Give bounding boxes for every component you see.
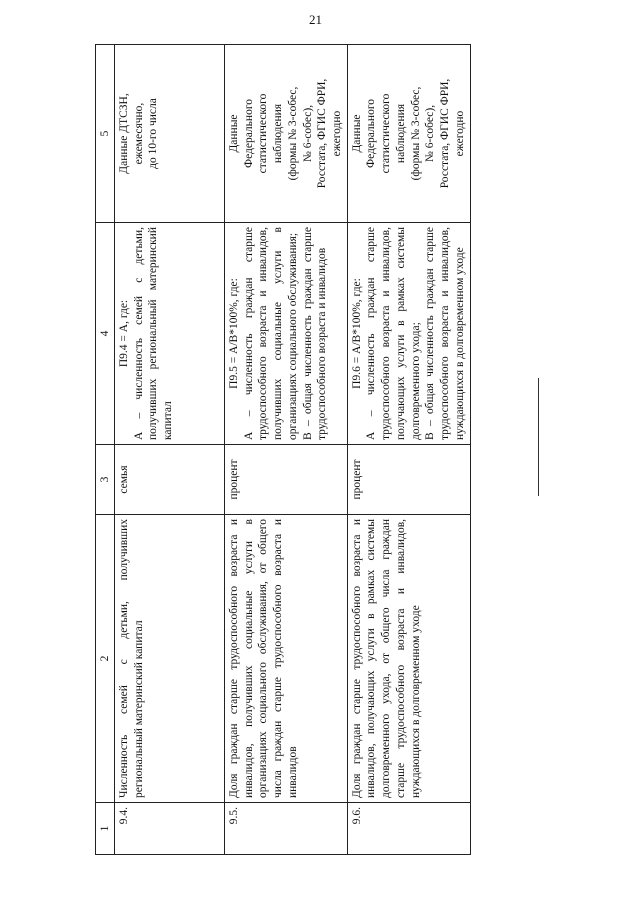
unit-of-measure: семья xyxy=(115,445,225,515)
header-col-3: 3 xyxy=(96,445,115,515)
indicator-name: Доля граждан старше трудоспособного возраста и инвалидов, получающих услуги в рамках системы долговременного ухода, от общего числа граждан старше трудоспособного возраста и инвалидов, нуждающихся в долговременном уходе xyxy=(347,515,470,803)
source-line: наблюдения xyxy=(272,103,285,164)
table-row xyxy=(115,45,225,855)
source-line: (формы № 3-собес, xyxy=(409,86,422,181)
source-line: ежемесячно, xyxy=(132,102,145,165)
data-source xyxy=(347,45,470,223)
formula: П9.5 = А/В*100%, где: xyxy=(228,278,240,389)
source-line: Федерального xyxy=(365,98,378,169)
header-col-5: 5 xyxy=(96,45,115,223)
source-line: ежегодно xyxy=(331,110,344,157)
margin-line xyxy=(538,378,539,496)
source-line: Данные xyxy=(228,114,240,153)
calculation-method xyxy=(115,223,225,445)
unit-of-measure: процент xyxy=(347,445,470,515)
source-line: Данные xyxy=(350,114,363,153)
calculation-method xyxy=(347,223,470,445)
row-number: 9.4. xyxy=(115,803,225,855)
source-line: Данные ДТСЗН, xyxy=(118,93,130,174)
data-source xyxy=(225,45,348,223)
indicator-table xyxy=(95,44,471,855)
source-line: № 6-собес), xyxy=(301,104,314,163)
rotated-table-container xyxy=(95,45,467,855)
header-col-1: 1 xyxy=(96,803,115,855)
table-header-row xyxy=(96,45,115,855)
page-number: 21 xyxy=(309,12,322,27)
definition-b: В – общая численность граждан старше трудоспособного возраста и инвалидов, нуждающихся в долговременном уходе xyxy=(424,227,466,440)
header-col-2: 2 xyxy=(96,515,115,803)
source-line: наблюдения xyxy=(394,103,407,164)
formula: П9.6 = А/В*100%, где: xyxy=(350,278,363,389)
formula: П9.4 = А, где: xyxy=(118,299,130,368)
indicator-name: Численность семей с детьми, получивших региональный материнский капитал xyxy=(115,515,225,803)
header-col-4: 4 xyxy=(96,223,115,445)
source-line: статистического xyxy=(257,93,270,174)
definition-a: А – численность граждан старше трудоспособного возраста и инвалидов, получивших социальные услуги в организациях социального обслуживания; xyxy=(242,227,299,440)
source-line: ежегодно xyxy=(453,110,466,157)
source-line: (формы № 3-собес, xyxy=(286,86,299,181)
row-number: 9.6. xyxy=(347,803,470,855)
row-number: 9.5. xyxy=(225,803,348,855)
source-line: статистического xyxy=(380,93,393,174)
indicator-name: Доля граждан старше трудоспособного возраста и инвалидов, получивших социальные услуги в организациях социального обслуживания, от общего числа граждан старше трудоспособного возраста и инвалидов xyxy=(225,515,348,803)
source-line: до 10-го числа xyxy=(147,98,160,169)
source-line: Росстата, ФГИС ФРИ, xyxy=(316,78,329,189)
definition-b: В – общая численность граждан старше трудоспособного возраста и инвалидов xyxy=(301,227,329,440)
definition-a: А – численность граждан старше трудоспособного возраста и инвалидов, получающих услуги в рамках системы долговременного ухода; xyxy=(365,227,422,440)
table-row xyxy=(347,45,470,855)
source-line: Росстата, ФГИС ФРИ, xyxy=(439,78,452,189)
unit-of-measure: процент xyxy=(225,445,348,515)
calculation-method xyxy=(225,223,348,445)
source-line: № 6-собес), xyxy=(424,104,437,163)
table-row xyxy=(225,45,348,855)
data-source xyxy=(115,45,225,223)
definition-a: А – численность семей с детьми, получивших региональный материнский капитал xyxy=(132,227,175,440)
source-line: Федерального xyxy=(242,98,255,169)
